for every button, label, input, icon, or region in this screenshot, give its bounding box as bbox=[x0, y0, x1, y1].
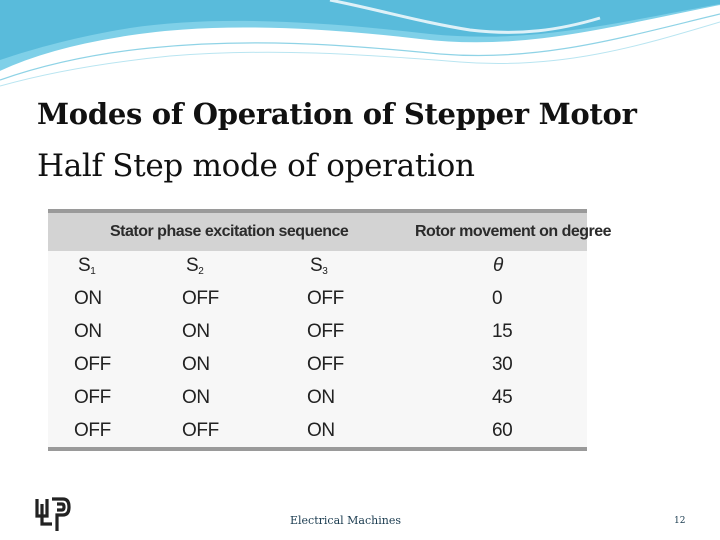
table-cell-r2-s1: ON bbox=[74, 321, 102, 342]
table-cell-r2-theta: 15 bbox=[492, 321, 513, 342]
table-cell-r3-s1: OFF bbox=[74, 354, 111, 375]
column-header-s3: $S_3$ bbox=[310, 255, 328, 277]
table-cell-r2-s3: OFF bbox=[307, 321, 344, 342]
table-header-row bbox=[48, 213, 612, 251]
table-cell-r3-theta: 30 bbox=[492, 354, 513, 375]
table-cell-r1-s2: OFF bbox=[182, 288, 219, 309]
column-header-s2: $S_2$ bbox=[186, 255, 204, 277]
university-logo-icon bbox=[33, 496, 71, 534]
table-cell-r4-s1: OFF bbox=[74, 387, 111, 408]
table-cell-r5-s3: ON bbox=[307, 420, 335, 441]
footer-text: Electrical Machines bbox=[290, 514, 401, 527]
table-cell-r3-s2: ON bbox=[182, 354, 210, 375]
slide-subtitle: Half Step mode of operation bbox=[37, 148, 475, 184]
column-header-theta: θ bbox=[493, 255, 503, 276]
table-cell-r5-s1: OFF bbox=[74, 420, 111, 441]
table-header-rotor-movement: Rotor movement on degree bbox=[415, 223, 612, 240]
table-cell-r4-s2: ON bbox=[182, 387, 210, 408]
table-cell-r1-s1: ON bbox=[74, 288, 102, 309]
excitation-table bbox=[48, 209, 612, 451]
table-cell-r3-s3: OFF bbox=[307, 354, 344, 375]
table-cell-r4-theta: 45 bbox=[492, 387, 513, 408]
table-cell-r5-s2: OFF bbox=[182, 420, 219, 441]
table-bottom-rule bbox=[48, 447, 587, 451]
slide-title: Modes of Operation of Stepper Motor bbox=[37, 97, 637, 131]
table-cell-r4-s3: ON bbox=[307, 387, 335, 408]
table-cell-r1-s3: OFF bbox=[307, 288, 344, 309]
table-cell-r1-theta: 0 bbox=[492, 288, 503, 309]
column-header-s1: $S_1$ bbox=[78, 255, 96, 277]
table-header-excitation-sequence: Stator phase excitation sequence bbox=[110, 223, 349, 240]
table-cell-r2-s2: ON bbox=[182, 321, 210, 342]
page-number: 12 bbox=[674, 516, 686, 526]
table-cell-r5-theta: 60 bbox=[492, 420, 513, 441]
